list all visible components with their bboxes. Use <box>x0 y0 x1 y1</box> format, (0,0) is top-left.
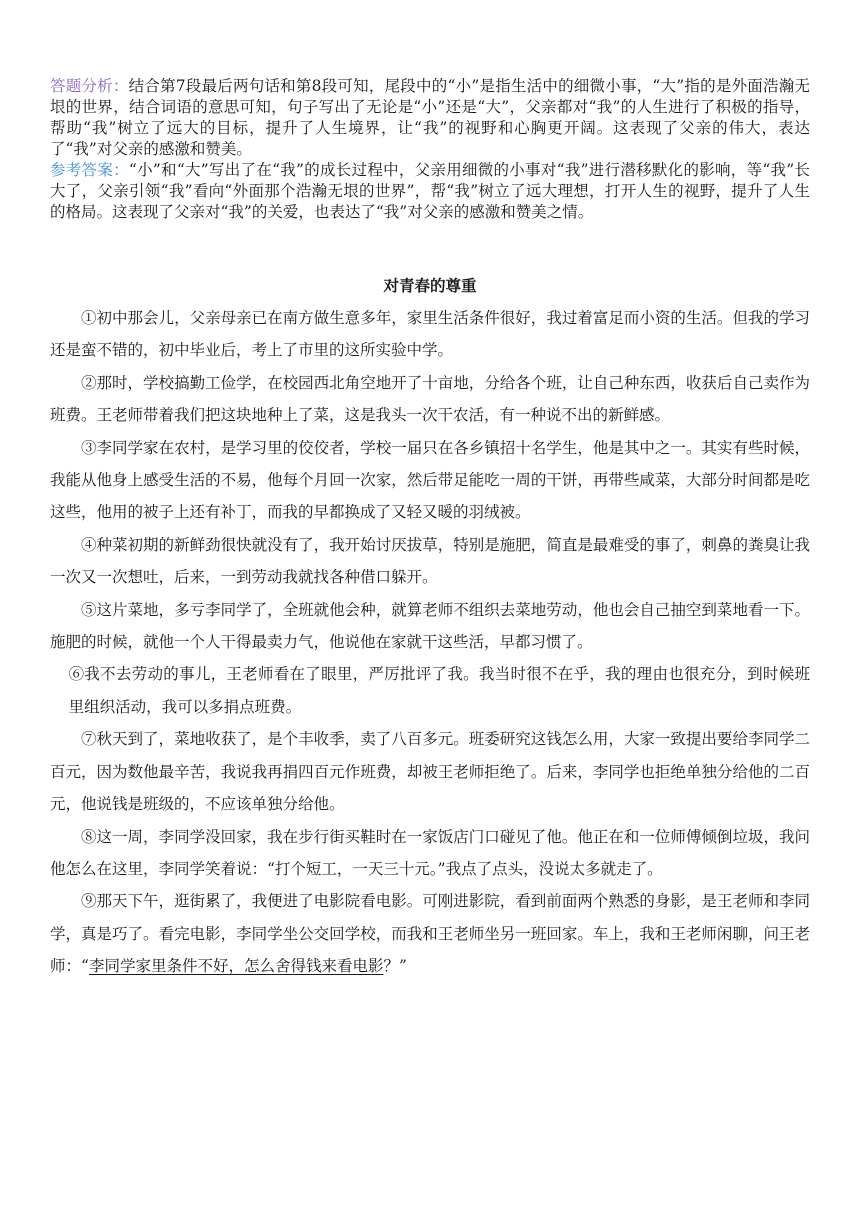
paragraph-9-tail: ？” <box>383 957 407 976</box>
underlined-question-sentence: 李同学家里条件不好，怎么舍得钱来看电影 <box>88 957 384 976</box>
article-title: 对青春的尊重 <box>383 277 477 295</box>
paragraph-9-lead: ⑨那天下午，逛街累了，我便进了电影院看电影。可刚进影院，看到前面两个熟悉的身影，是王老师和李同学，真是巧了。看完电影，李同学坐公交回学校，而我和王老师坐另一班回家。车上，我和王老师闲聊，问王老师：“ <box>50 892 810 976</box>
reference-answer-text: “小”和“大”写出了在“我”的成长过程中，父亲用细微的小事对“我”进行潜移默化的影响，等“我”长大了，父亲引领“我”看向“外面那个浩瀚无垠的世界”，帮“我”树立了远大理想，打开人生的视野，提升了人生的格局。这表现了父亲对“我”的关爱，也表达了“我”对父亲的感激和赞美之情。 <box>50 161 810 221</box>
article-paragraph-6: ⑥我不去劳动的事儿，王老师看在了眼里，严厉批评了我。我当时很不在乎，我的理由也很充分，到时候班里组织活动，我可以多捐点班费。 <box>68 665 810 716</box>
article-paragraph-7: ⑦秋天到了，菜地收获了，是个丰收季，卖了八百多元。班委研究这钱怎么用，大家一致提出要给李同学二百元，因为数他最辛苦，我说我再捐四百元作班费，却被王老师拒绝了。后来，李同学也拒绝单独分给他的二百元，他说钱是班级的，不应该单独分给他。 <box>50 730 810 814</box>
article-paragraph-9 <box>50 885 810 982</box>
answer-analysis-block <box>50 76 810 223</box>
article-paragraph-1: ①初中那会儿，父亲母亲已在南方做生意多年，家里生活条件很好，我过着富足而小资的生活。但我的学习还是蛮不错的，初中毕业后，考上了市里的这所实验中学。 <box>50 309 810 360</box>
article-paragraph-4: ④种菜初期的新鲜劲很快就没有了，我开始讨厌拔草，特别是施肥，简直是最难受的事了，刺鼻的粪臭让我一次又一次想吐，后来，一到劳动我就找各种借口躲开。 <box>50 535 810 587</box>
article-body <box>50 302 810 983</box>
article-paragraph-8: ⑧这一周，李同学没回家，我在步行街买鞋时在一家饭店门口碰见了他。他正在和一位师傅倾倒垃圾，我问他怎么在这里，李同学笑着说：“打个短工，一天三十元。”我点了点头，没说太多就走了。 <box>50 827 810 878</box>
article-paragraph-2: ②那时，学校搞勤工俭学，在校园西北角空地开了十亩地，分给各个班，让自己种东西，收获后自己卖作为班费。王老师带着我们把这块地种上了菜，这是我头一次干农活，有一种说不出的新鲜感。 <box>50 373 810 425</box>
analysis-paragraph <box>50 76 810 160</box>
reference-answer-paragraph <box>50 160 810 223</box>
analysis-label: 答题分析： <box>50 77 129 95</box>
reference-answer-label: 参考答案： <box>50 161 129 179</box>
article-paragraph-3: ③李同学家在农村，是学习里的佼佼者，学校一届只在各乡镇招十名学生，他是其中之一。其实有些时候，我能从他身上感受生活的不易，他每个月回一次家，然后带足能吃一周的干饼，再带些咸菜，大部分时间都是吃这些，他用的被子上还有补丁，而我的早都换成了又轻又暖的羽绒被。 <box>50 438 810 522</box>
article-paragraph-5: ⑤这片菜地，多亏李同学了，全班就他会种，就算老师不组织去菜地劳动，他也会自己抽空到菜地看一下。施肥的时候，就他一个人干得最卖力气，他说他在家就干这些活，早都习惯了。 <box>50 600 810 652</box>
analysis-text: 结合第7段最后两句话和第8段可知，尾段中的“小”是指生活中的细微小事，“大”指的是外面浩瀚无垠的世界，结合词语的意思可知，句子写出了无论是“小”还是“大”，父亲都对“我”的人生进行了积极的指导，帮助“我”树立了远大的目标，提升了人生境界，让“我”的视野和心胸更开阔。这表现了父亲的伟大，表达了“我”对父亲的感激和赞美。 <box>50 77 810 158</box>
